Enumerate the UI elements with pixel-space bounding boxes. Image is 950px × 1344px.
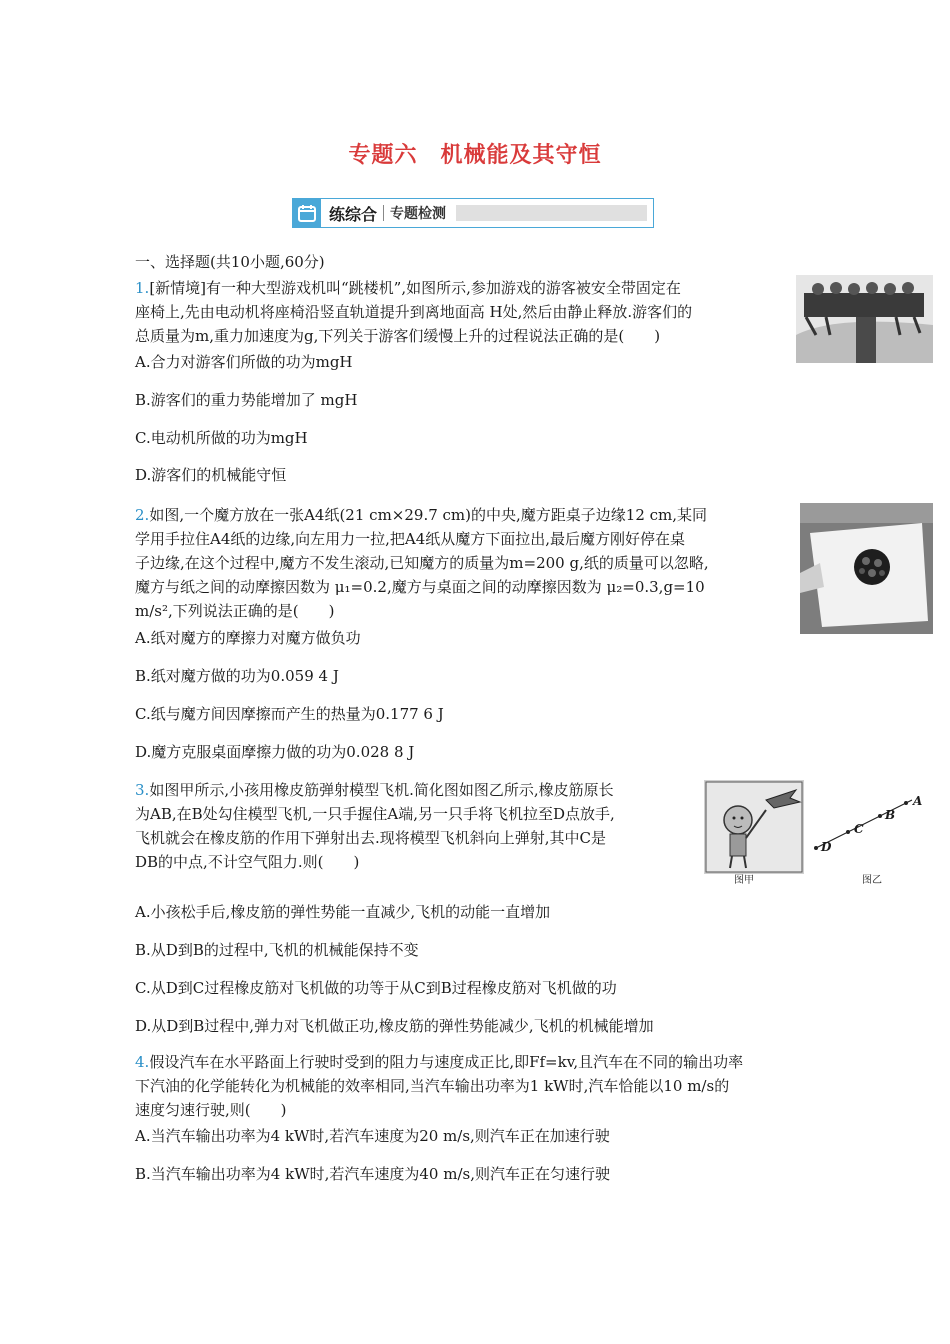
q1-option-a: A.合力对游客们所做的功为mgH: [135, 353, 353, 371]
q2-number: 2.: [135, 506, 150, 524]
q3-option-b: B.从D到B的过程中,飞机的机械能保持不变: [135, 941, 419, 959]
q3-option-c: C.从D到C过程橡皮筋对飞机做的功等于从C到B过程橡皮筋对飞机做的功: [135, 979, 617, 997]
q2-line-1: 2.如图,一个魔方放在一张A4纸(21 cm×29.7 cm)的中央,魔方距桌子边缘12 cm,某同: [135, 506, 708, 524]
q4-option-b: B.当汽车输出功率为4 kW时,若汽车速度为40 m/s,则汽车正在匀速行驶: [135, 1165, 610, 1183]
q1-line-1: 1.[新情境]有一种大型游戏机叫“跳楼机”,如图所示,参加游戏的游客被安全带固定在: [135, 279, 681, 297]
banner-divider: [383, 205, 384, 221]
figure-b-caption: 图乙: [862, 875, 882, 886]
q4-line-3: 速度匀速行驶,则( ): [135, 1101, 287, 1119]
q1-option-b: B.游客们的重力势能增加了 mgH: [135, 391, 358, 409]
q2-option-d: D.魔方克服桌面摩擦力做的功为0.028 8 J: [135, 743, 415, 761]
q4-number: 4.: [135, 1053, 150, 1071]
banner-title: 练综合: [329, 204, 378, 224]
banner-subtitle: 专题检测: [390, 206, 447, 222]
q3-option-a: A.小孩松手后,橡皮筋的弹性势能一直减少,飞机的动能一直增加: [135, 903, 551, 921]
q2-line-3: 子边缘,在这个过程中,魔方不发生滚动,已知魔方的质量为m=200 g,纸的质量可以忽略,: [135, 554, 709, 572]
q4-line-1: 4.假设汽车在水平路面上行驶时受到的阻力与速度成正比,即Ff=kv,且汽车在不同的输出功率: [135, 1053, 744, 1071]
banner-bar: [456, 205, 647, 221]
q1-line-2: 座椅上,先由电动机将座椅沿竖直轨道提升到离地面高 H处,然后由静止释放.游客们的: [135, 303, 693, 321]
q2-line-5: m/s²,下列说法正确的是( ): [135, 602, 335, 620]
calendar-icon: [293, 199, 321, 227]
q3-option-d: D.从D到B过程中,弹力对飞机做正功,橡皮筋的弹性势能减少,飞机的机械能增加: [135, 1017, 654, 1035]
q3-line-4: DB的中点,不计空气阻力.则( ): [135, 853, 360, 871]
q4-line-2: 下汽油的化学能转化为机械能的效率相同,当汽车输出功率为1 kW时,汽车恰能以10 m/s的: [135, 1077, 730, 1095]
point-d-label: D: [821, 840, 832, 854]
q1-number: 1.: [135, 279, 150, 297]
q1-option-c: C.电动机所做的功为mgH: [135, 429, 308, 447]
q2-option-c: C.纸与魔方间因摩擦而产生的热量为0.177 6 J: [135, 705, 444, 723]
point-a-label: A: [913, 794, 923, 808]
q3-line-1: 3.如图甲所示,小孩用橡皮筋弹射模型飞机.简化图如图乙所示,橡皮筋原长: [135, 781, 614, 799]
point-c-label: C: [854, 822, 864, 836]
q1-line-3: 总质量为m,重力加速度为g,下列关于游客们缓慢上升的过程说法正确的是( ): [135, 327, 661, 345]
q2-line-2: 学用手拉住A4纸的边缘,向左用力一拉,把A4纸从魔方下面拉出,最后魔方刚好停在桌: [135, 530, 686, 548]
section-heading: 一、选择题(共10小题,60分): [135, 253, 325, 271]
child-with-plane-photo: [704, 780, 804, 874]
drop-tower-photo: [796, 275, 933, 363]
section-banner: [292, 198, 654, 228]
q3-line-2: 为AB,在B处勾住模型飞机,一只手握住A端,另一只手将飞机拉至D点放手,: [135, 805, 615, 823]
q3-line-3: 飞机就会在橡皮筋的作用下弹射出去.现将模型飞机斜向上弹射,其中C是: [135, 829, 607, 847]
figure-a-caption: 图甲: [734, 875, 754, 886]
cube-on-paper-photo: [800, 503, 933, 634]
q4-option-a: A.当汽车输出功率为4 kW时,若汽车速度为20 m/s,则汽车正在加速行驶: [135, 1127, 610, 1145]
q2-line-4: 魔方与纸之间的动摩擦因数为 μ₁=0.2,魔方与桌面之间的动摩擦因数为 μ₂=0.3,g=10: [135, 578, 705, 596]
q2-option-a: A.纸对魔方的摩擦力对魔方做负功: [135, 629, 361, 647]
q1-option-d: D.游客们的机械能守恒: [135, 466, 287, 484]
point-b-label: B: [885, 808, 896, 822]
page-title: 专题六 机械能及其守恒: [348, 143, 602, 168]
q3-number: 3.: [135, 781, 150, 799]
q2-option-b: B.纸对魔方做的功为0.059 4 J: [135, 667, 339, 685]
